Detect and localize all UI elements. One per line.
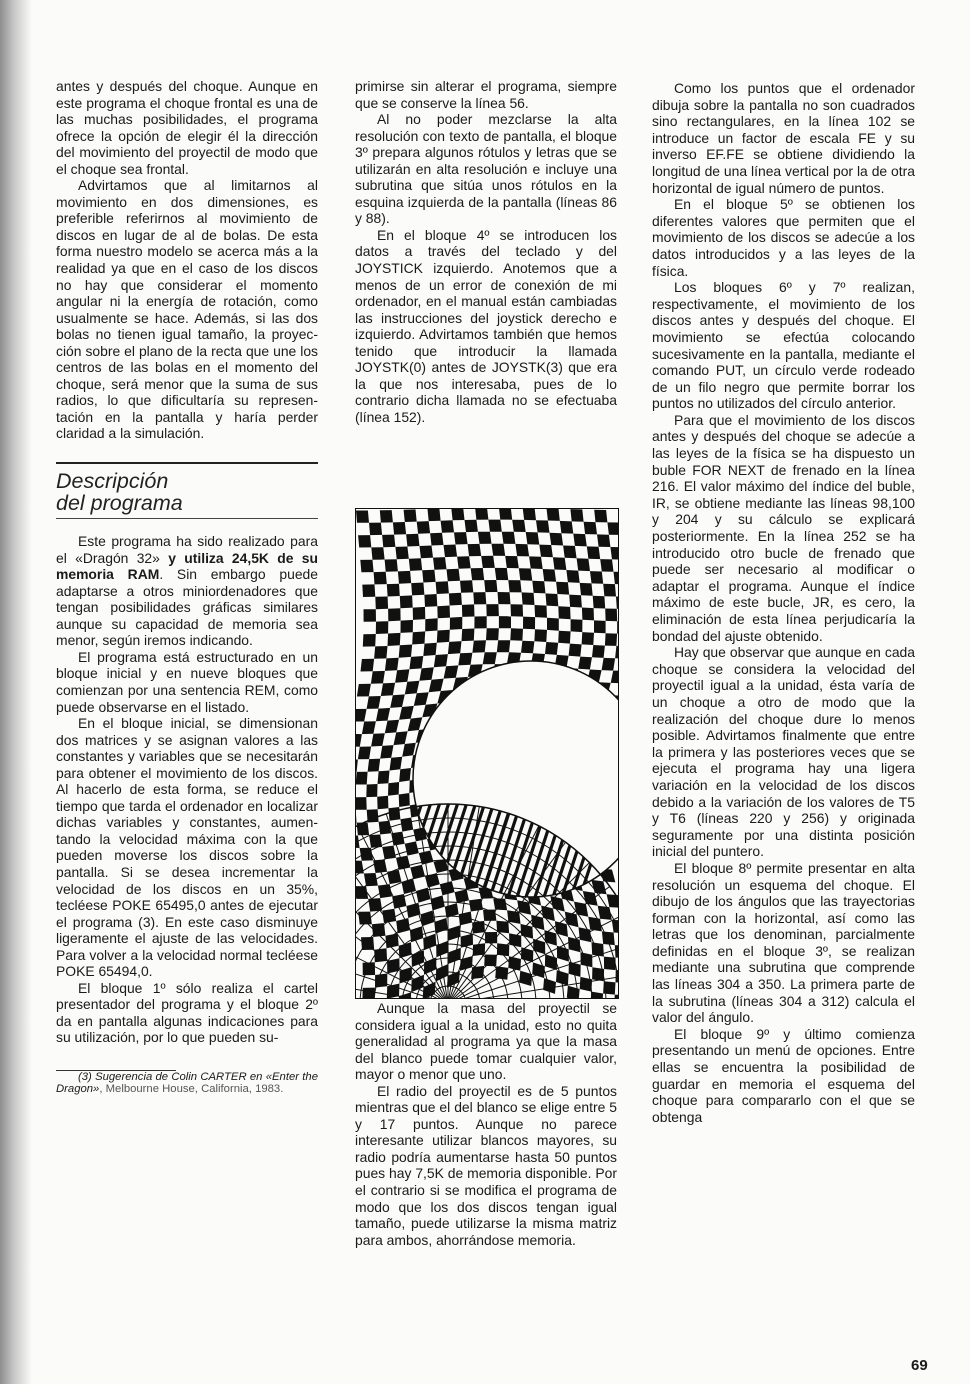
- checker-cell: [499, 616, 511, 628]
- checker-cell: [356, 511, 369, 523]
- checker-cell: [382, 535, 395, 548]
- checker-cell: [523, 617, 535, 630]
- checker-cell: [388, 633, 401, 646]
- checker-cell: [437, 606, 450, 619]
- checker-cell: [424, 594, 437, 607]
- checker-cell: [362, 584, 375, 597]
- checker-cell: [569, 644, 582, 657]
- checker-cell: [478, 532, 492, 544]
- paragraph: En el bloque 5º se obtienen los diferentes valores que permiten que el movimiento de los discos se adecúe a los datos introducidos y a las leyes de la física.: [652, 196, 915, 279]
- checker-cell: [412, 631, 425, 644]
- checker-cell: [515, 544, 529, 557]
- checker-cell: [535, 605, 548, 618]
- checker-cell: [536, 520, 550, 533]
- checker-cell: [602, 658, 616, 671]
- footnote-source: (3) Sugerencia de Colin CARTER en «Enter the Dragon»: [56, 1070, 318, 1096]
- checker-cell: [510, 628, 523, 640]
- column-3: [652, 80, 915, 1125]
- checker-cell: [486, 628, 499, 640]
- checker-cell: [563, 546, 577, 559]
- paragraph: Los bloques 6º y 7º realizan, respectivamente, el movimiento de los discos antes y después del choque. El movimiento se efectúa colocando sucesivamente en la pantalla, mediante el comando PUT, un círculo verde rodeado de un filo negro que permite borrar los puntos no utilizados del círculo anterior.: [652, 279, 915, 412]
- checker-cell: [617, 621, 618, 634]
- checker-cell: [553, 557, 567, 570]
- checker-cell: [484, 955, 497, 967]
- checker-cell: [475, 509, 488, 520]
- checker-cell: [592, 645, 605, 658]
- checker-cell: [374, 646, 387, 659]
- checker-cell: [465, 520, 478, 532]
- checker-cell: [587, 546, 600, 559]
- section-heading: [56, 470, 318, 514]
- checker-cell: [363, 634, 376, 647]
- checker-cell: [481, 556, 495, 568]
- checker-cell: [423, 643, 437, 656]
- checker-cell: [577, 558, 590, 571]
- checker-cell: [356, 797, 367, 810]
- checker-cell: [545, 642, 558, 655]
- divider: [56, 462, 318, 464]
- checker-cell: [385, 658, 399, 671]
- text-run: Este programa ha sido realizado para el «Dragón 32»: [56, 533, 318, 566]
- checker-cell: [398, 571, 411, 584]
- checker-cell: [377, 796, 388, 810]
- checker-cell: [569, 595, 582, 608]
- checker-cell: [600, 559, 613, 572]
- checker-cell: [486, 604, 499, 616]
- paragraph: Como los puntos que el ordenador dibuja sobre la pantalla no son cuadrados sino rectangulares, en la línea 102 se introduce un factor de escala FE y su inverso EF.FE se obtiene dividiendo la longitud de una línea vertical por la de otra horizontal de igual número de puntos.: [652, 80, 915, 196]
- paragraph: antes y después del choque. Aunque en este programa el choque frontal es una de las muchas posibilidades, el programa ofrece la opción de elegir él la dirección del movimiento del proyectil de modo que el choque sea frontal.: [56, 78, 318, 177]
- checker-cell: [521, 641, 534, 654]
- checker-cell: [366, 784, 377, 797]
- checker-cell: [584, 522, 597, 535]
- checker-cell: [492, 544, 506, 556]
- footnote: [56, 1071, 318, 1096]
- checker-cell: [385, 559, 398, 572]
- checker-cell: [472, 640, 486, 653]
- checker-cell: [391, 832, 405, 846]
- paragraph: primirse sin alterar el programa, siempre que se conserve la línea 56.: [355, 78, 617, 111]
- divider: [56, 518, 318, 519]
- checker-cell: [376, 621, 389, 634]
- checker-cell: [436, 581, 449, 594]
- paragraph: Hay que observar que aunque en cada choque se considera la velocidad del proyectil igual a la unidad, ésta varía de un choque a otro de modo que la realización del choque dure lo menos posible. Advirtamos finalmente que entre la primera y las posteriores veces que se ejecuta el programa hay una ligera variación en la velocidad de los discos debido a la variación de los valores de T5 y T6 (líneas 220 y 256) y originada seguramente por una distinta posición inicial del puntero.: [652, 644, 915, 860]
- checker-cell: [550, 533, 564, 546]
- column-2: [355, 78, 617, 425]
- checker-cell: [594, 510, 607, 523]
- checker-cell: [560, 521, 574, 534]
- checker-cell: [485, 932, 497, 943]
- checker-cell: [571, 619, 583, 632]
- binding-shadow: [0, 0, 32, 1384]
- checker-cell: [570, 509, 583, 522]
- checker-cell: [605, 633, 617, 646]
- checker-cell: [409, 558, 422, 571]
- checker-cell: [582, 632, 594, 645]
- checker-cell: [471, 966, 484, 979]
- checker-cell: [393, 522, 406, 535]
- checker-cell: [499, 509, 512, 520]
- checker-cell: [369, 523, 382, 536]
- checker-cell: [430, 533, 443, 546]
- checker-cell: [367, 696, 381, 709]
- checker-cell: [457, 556, 471, 569]
- checker-cell: [380, 510, 393, 522]
- checker-cell: [371, 671, 385, 684]
- checker-cell: [362, 988, 375, 998]
- checker-cell: [594, 620, 606, 633]
- paragraph: El bloque 9º y último comienza presentando un menú de opciones. Entre ellas se encuentra la posibilidad de guardar en memoria el esquema del choque para compararlo con el que se obtenga: [652, 1025, 915, 1125]
- checker-cell: [523, 509, 536, 520]
- checker-cell: [532, 581, 545, 594]
- paragraph: Para que el movimiento de los discos antes y después del choque se adecúe a las leyes de la física se ha dispuesto un buble FOR NEXT de frenado en la línea 216. El valor máximo del índice del buble, IR, se obtiene mediante las líneas 98,100 y 204 y su cálculo se explicará posteriormente. En la línea 252 se ha introducido otro bucle de frenado que puede ser necesario al modificar o adaptar el programa. Aunque el índice máximo de este bucle, JR, es cero, la eliminación de esta línea perjudicaría la bondad del ajuste obtenido.: [652, 411, 915, 644]
- checker-cell: [522, 592, 535, 605]
- text-run: . Sin embargo puede adaptarse a otros miniordenadores que tengan posibilidades gráficas similares aunque su capacidad de memoria sea menor, según iremos indicando.: [56, 566, 318, 649]
- checker-cell: [497, 640, 511, 652]
- op-art-drawing: [356, 509, 618, 998]
- checker-cell: [450, 617, 463, 630]
- paragraph: El bloque 8º permite presentar en alta resolución un esquema del choque. El dibujo de los ángulos que las trayectorias forman con la horizontal, así como las letras que los denominan, parcialmente definidas en el bloque 3º, se realizan mediante una subrutina que comprende las líneas 304 a 350. La primera parte de la subrutina (líneas 304 a 312) calcula el valor del ángulo.: [652, 859, 915, 1026]
- checker-cell: [411, 583, 424, 596]
- checker-cell: [488, 520, 501, 532]
- checker-cell: [483, 652, 497, 664]
- checker-cell: [400, 818, 413, 832]
- column-2-continued: [355, 1000, 617, 1248]
- checker-cell: [406, 534, 419, 547]
- checker-cell: [449, 593, 462, 606]
- paragraph: En el bloque 4º se introducen los datos a través del teclado y del JOYSTICK izquierdo. Anotemos que a menos de un error de conexión de mi ordenador, en el manual están cambiadas las instrucciones del joystick derecho e izquierdo. Advirtamos también que hemos tenido que introducir la llamada JOYSTK(0) antes de JOYSTK(3) que era la que nos interesaba, pues de lo contrario dicha llamada no se efectuaba (línea 152).: [355, 226, 617, 425]
- checker-cell: [360, 560, 373, 572]
- paragraph: En el bloque inicial, se dimensionan dos matrices y se asignan valores a las constantes y variables que se necesitarán para obtener el movimiento de los discos. Al hacerlo de esta forma, se reduce el tiempo que tarda el ordenador en localizar dichas variables y constantes, aumentando la velocidad máxima con la que pueden moverse los discos sobre la pantalla. Si se desea incrementar la velocidad de los discos en un 35%, tecléese POKE 65495,0 antes de ejecutar el programa (3). En este caso disminuye ligeramente el ajuste de las velocidades. Para volver a la velocidad normal tecléese POKE 65494,0.: [56, 715, 318, 980]
- op-art-illustration: [355, 508, 619, 999]
- checker-cell: [462, 629, 475, 642]
- column-1: [56, 78, 318, 1096]
- checker-cell: [539, 545, 553, 558]
- checker-cell: [434, 654, 448, 667]
- checker-cell: [547, 618, 559, 631]
- checker-cell: [399, 793, 410, 807]
- checker-cell: [395, 547, 408, 560]
- checker-cell: [505, 556, 519, 568]
- checker-cell: [566, 570, 579, 583]
- checker-cell: [473, 943, 485, 956]
- checker-cell: [511, 604, 524, 616]
- checker-cell: [437, 630, 450, 643]
- checker-cell: [508, 580, 521, 592]
- checker-cell: [603, 584, 616, 597]
- checker-cell: [474, 616, 486, 628]
- checker-cell: [390, 757, 403, 771]
- paragraph: El bloque 1º sólo realiza el cartel presentador del programa y el bloque 2º da en pantalla algunas indicaciones para su utilización, por lo que pueden su-: [56, 979, 318, 1046]
- checker-cell: [368, 759, 381, 772]
- checker-cell: [529, 556, 543, 569]
- checker-cell: [399, 768, 411, 782]
- checker-cell: [597, 534, 610, 547]
- checker-cell: [400, 595, 413, 608]
- checker-cell: [573, 534, 587, 547]
- checker-cell: [534, 629, 547, 642]
- bold-text: y utiliza 24,5K de su memoria RAM: [56, 549, 318, 583]
- checker-cell: [580, 583, 593, 596]
- paragraph: El radio del proyectil es de 5 puntos mientras que el del blanco se elige entre 5 y 17 puntos. Aunque no parece interesante utilizar blancos mayores, su radio podría aumentarse hasta 50 puntos pues hay 7,5K de memoria disponible. Por el contrario si se modifica el programa de modo que los dos discos tengan igual tamaño, puede utilizarse la misma matriz para ambos, ahorrándose memoria.: [355, 1082, 617, 1248]
- checker-cell: [519, 568, 533, 581]
- checker-cell: [448, 641, 462, 654]
- checker-cell: [558, 631, 570, 644]
- paragraph: Aunque la masa del proyectil se considera igual a la unidad, esto no quita generalidad al programa ya que la masa del blanco puede tomar cualquier valor, mayor o menor que uno.: [355, 1000, 617, 1083]
- checker-cell: [378, 771, 390, 785]
- checker-cell: [388, 807, 400, 821]
- paragraph: El programa está estructurado en un bloque inicial y en nueve bloques que comienzan por una sentencia REM, como puede observarse en el listado.: [56, 648, 318, 715]
- checker-cell: [358, 747, 371, 760]
- checker-cell: [371, 547, 384, 560]
- paragraph: Advirtamos que al limitarnos al movimiento en dos dimensiones, es preferible referirnos al movimiento de discos en lugar de al de bolas. De esta forma nuestro modelo se acerca más a la realidad ya que en el caso de los discos no hay que considerar el momento angular ni la energía de rotación, como usualmente se hace. Además, si las dos bolas no tienen igual tamaño, la proyección sobre el plano de la recta que une los centros de las bolas en el momento del choque, será menor que la suma de sus radios, lo que dificultaría su representación en la pantalla y haría perder claridad a la simulación.: [56, 177, 318, 442]
- checker-cell: [558, 606, 570, 619]
- checker-cell: [605, 609, 617, 622]
- checker-cell: [547, 509, 560, 521]
- checker-cell: [454, 532, 468, 544]
- checker-cell: [375, 597, 388, 610]
- checker-cell: [451, 509, 464, 520]
- checker-cell: [502, 532, 516, 544]
- checker-cell: [498, 592, 511, 604]
- checker-cell: [428, 509, 441, 521]
- checker-cell: [512, 520, 526, 532]
- section-heading-block: [56, 462, 318, 519]
- section-heading-line-1: Descripción: [56, 469, 169, 494]
- checker-cell: [543, 569, 556, 582]
- checker-cell: [388, 608, 401, 621]
- checker-cell: [404, 509, 417, 522]
- page-number: 69: [911, 1357, 928, 1374]
- checker-cell: [417, 521, 430, 534]
- checker-cell: [399, 645, 413, 658]
- checker-cell: [447, 569, 461, 582]
- checker-cell: [419, 667, 433, 681]
- checker-cell: [361, 659, 375, 672]
- checker-cell: [422, 570, 435, 583]
- footnote-publisher: , Melbourne House, California, 1983.: [99, 1083, 284, 1096]
- checker-cell: [433, 557, 447, 570]
- checker-cell: [582, 608, 594, 621]
- checker-cell: [460, 580, 473, 593]
- checker-cell: [409, 656, 423, 669]
- checker-cell: [425, 618, 438, 631]
- checker-cell: [358, 535, 371, 547]
- paragraph: [56, 533, 318, 649]
- checker-cell: [462, 604, 475, 617]
- checker-cell: [495, 568, 509, 580]
- checker-cell: [607, 522, 618, 535]
- checker-cell: [363, 962, 376, 975]
- checker-cell: [484, 580, 497, 592]
- checker-cell: [388, 782, 399, 796]
- checker-cell: [387, 584, 400, 597]
- checker-cell: [444, 545, 458, 558]
- checker-cell: [526, 532, 540, 545]
- checker-cell: [458, 653, 472, 666]
- checker-cell: [395, 669, 409, 682]
- checker-cell: [381, 683, 395, 696]
- checker-cell: [556, 582, 569, 595]
- checker-cell: [364, 609, 377, 622]
- section-heading-line-2: del programa: [56, 491, 183, 516]
- checker-cell: [413, 607, 426, 620]
- checker-cell: [578, 657, 592, 670]
- checker-cell: [593, 596, 606, 609]
- checker-cell: [468, 544, 482, 556]
- checker-cell: [420, 546, 434, 559]
- paragraph: Al no poder mezclarse la alta resolución con texto de pantalla, el bloque 3º prepara algunos rótulos y letras que se utilizarán en alta resolución e incluye una subrutina que sitúa unos rótulos en la esquina izquierda de la pantalla (líneas 86 y 88).: [355, 111, 617, 227]
- checker-cell: [546, 593, 559, 606]
- checker-cell: [401, 620, 414, 633]
- checker-cell: [590, 571, 603, 584]
- checker-cell: [441, 520, 454, 533]
- checker-cell: [357, 684, 371, 697]
- checker-cell: [356, 772, 368, 785]
- checker-cell: [374, 572, 387, 585]
- checker-cell: [471, 568, 485, 580]
- checker-cell: [473, 592, 486, 604]
